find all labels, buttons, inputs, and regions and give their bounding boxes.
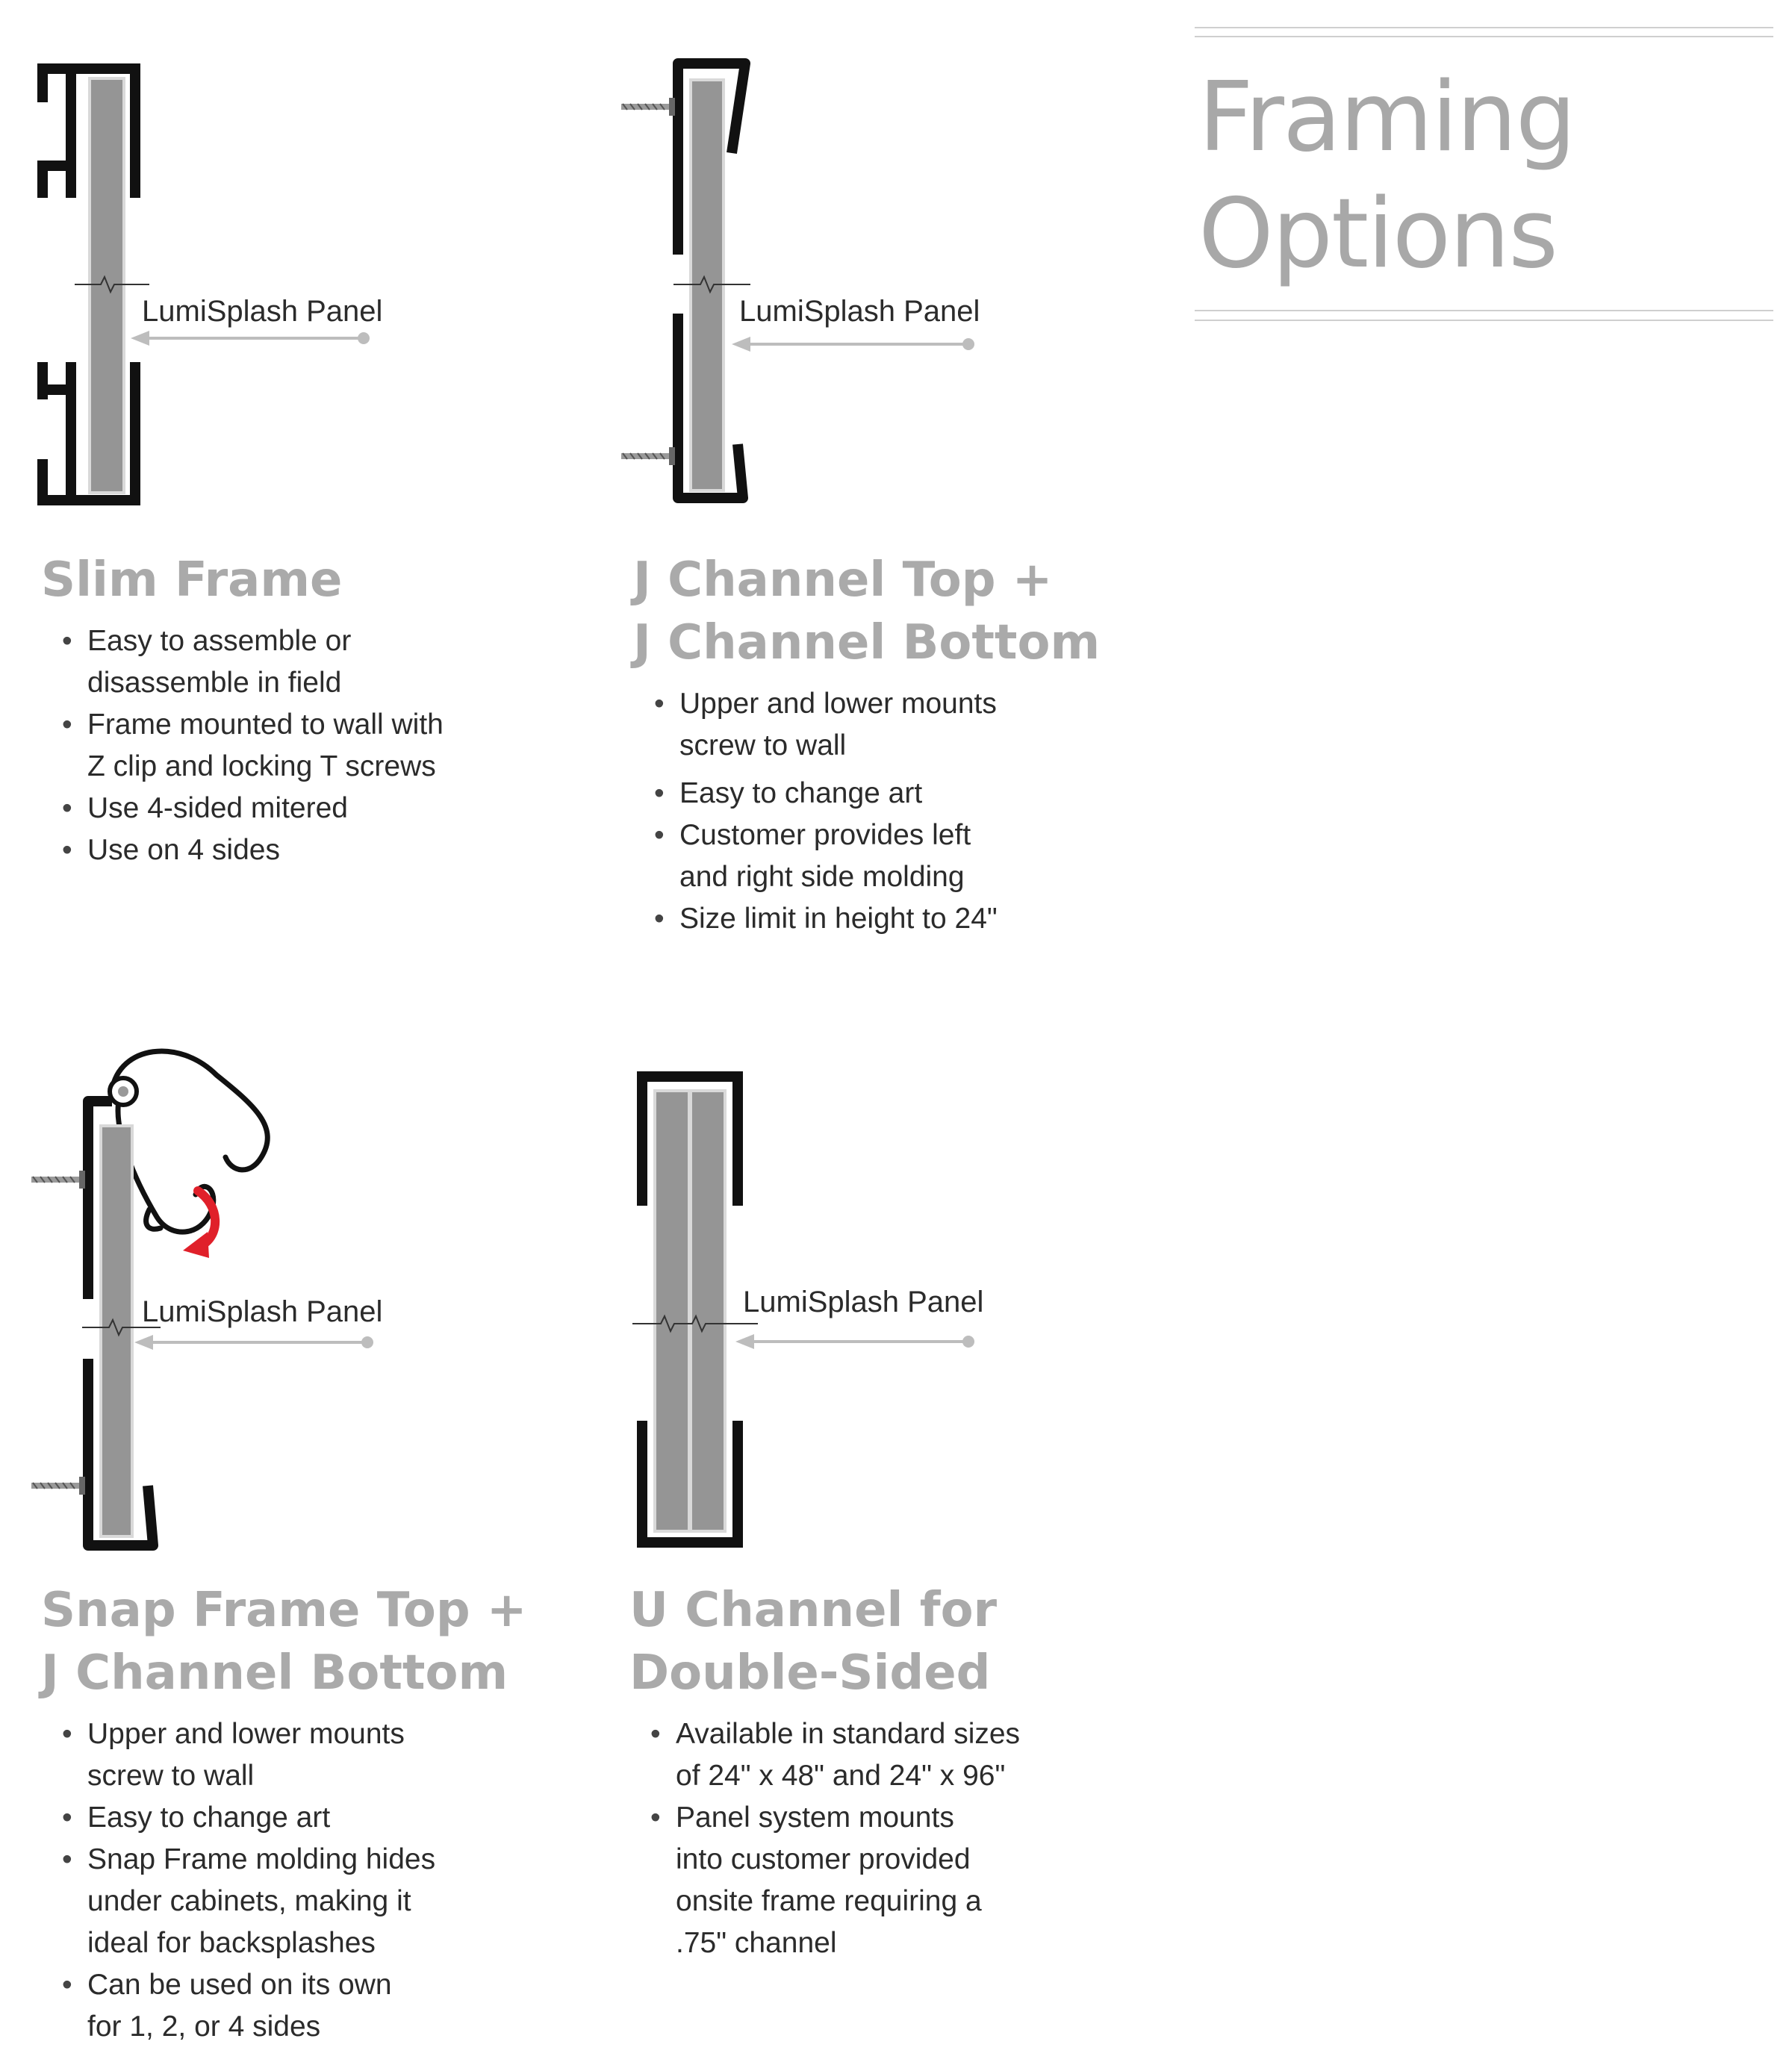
- j-channel-diagram: [620, 56, 1008, 511]
- option-snap-frame: [41, 1579, 579, 2048]
- option-title-line: Snap Frame Top +: [41, 1583, 527, 1638]
- header-rule-bottom-1: [1195, 310, 1773, 311]
- snap-frame-molding: [112, 1051, 267, 1232]
- header-rule-bottom-2: [1195, 320, 1773, 321]
- bullet-line: • Snap Frame molding hides: [87, 1843, 436, 1875]
- bullet-line: • Upper and lower mounts: [87, 1718, 405, 1750]
- bullet-item: [41, 1713, 579, 1797]
- bullet-item: [41, 1797, 579, 1839]
- option-snap-frame-bullets: [41, 1713, 579, 2048]
- option-u-channel: [629, 1579, 1167, 1964]
- snap-frame-diagram: [30, 1045, 418, 1560]
- page-title: [1198, 60, 1575, 293]
- option-u-channel-title: [629, 1579, 1167, 1704]
- u-channel-pointer-arrow: [735, 1334, 974, 1349]
- bullet-item: [41, 788, 564, 829]
- bullet-line: • Easy to change art: [87, 1801, 331, 1834]
- bullet-line: disassemble in field: [87, 667, 342, 699]
- j-channel-bottom-screw: [621, 447, 675, 465]
- header-rule-top-2: [1195, 36, 1773, 37]
- slim-frame-diagram: [30, 56, 418, 511]
- bullet-line: • Easy to assemble or: [87, 625, 352, 657]
- bullet-item: [41, 704, 564, 788]
- bullet-line: onsite frame requiring a: [676, 1885, 982, 1917]
- bullet-line: • Size limit in height to 24": [679, 903, 998, 935]
- bullet-item: [41, 1839, 579, 1964]
- bullet-item: [629, 1713, 1167, 1797]
- bullet-line: • Can be used on its own: [87, 1969, 392, 2001]
- bullet-line: • Customer provides left: [679, 819, 971, 851]
- bullet-line: • Upper and lower mounts: [679, 688, 997, 720]
- u-channel-diagram: [623, 1064, 1012, 1557]
- bullet-item: [633, 815, 1171, 898]
- option-u-channel-bullets: [629, 1713, 1167, 1964]
- option-j-channel-bullets: [633, 683, 1171, 940]
- bullet-line: of 24" x 48" and 24" x 96": [676, 1760, 1006, 1792]
- bullet-item: [633, 683, 1171, 767]
- j-channel-panel-label: LumiSplash Panel: [739, 295, 980, 328]
- bullet-line: • Use 4-sided mitered: [87, 792, 348, 824]
- option-title-line: J Channel Bottom: [41, 1645, 508, 1701]
- u-channel-panel-front: [655, 1091, 689, 1531]
- bullet-line: • Use on 4 sides: [87, 834, 280, 866]
- snap-frame-panel-label: LumiSplash Panel: [142, 1295, 383, 1328]
- snap-frame-pointer-arrow: [134, 1335, 373, 1350]
- option-j-channel-title: [633, 549, 1171, 674]
- bullet-item: [629, 1797, 1167, 1964]
- option-slim-frame-title: [41, 549, 564, 611]
- bullet-item: [41, 829, 564, 871]
- snap-frame-top-screw: [31, 1171, 85, 1189]
- j-channel-pointer-arrow: [732, 337, 974, 352]
- u-channel-panel-label: LumiSplash Panel: [743, 1286, 984, 1318]
- option-j-channel: [633, 549, 1171, 940]
- bullet-line: • Easy to change art: [679, 777, 923, 809]
- bullet-line: • Frame mounted to wall with: [87, 708, 444, 741]
- option-title-line: J Channel Bottom: [633, 615, 1101, 670]
- bullet-line: ideal for backsplashes: [87, 1927, 376, 1959]
- option-title-line: J Channel Top +: [633, 552, 1053, 608]
- j-channel-top-screw: [621, 98, 675, 116]
- bullet-line: under cabinets, making it: [87, 1885, 411, 1917]
- snap-frame-bottom-screw: [31, 1477, 85, 1495]
- option-title-line: Slim Frame: [41, 552, 343, 608]
- bullet-item: [633, 773, 1171, 815]
- option-slim-frame: [41, 549, 564, 871]
- option-snap-frame-title: [41, 1579, 579, 1704]
- page-title-line-2: Options: [1198, 178, 1557, 290]
- bullet-line: .75" channel: [676, 1927, 837, 1959]
- slim-frame-pointer-arrow: [131, 331, 370, 346]
- header-rule-top-1: [1195, 27, 1773, 28]
- option-slim-frame-bullets: [41, 620, 564, 871]
- page-title-line-1: Framing: [1198, 62, 1575, 173]
- bullet-line: for 1, 2, or 4 sides: [87, 2011, 321, 2043]
- bullet-line: screw to wall: [679, 729, 847, 762]
- option-title-line: Double-Sided: [629, 1645, 991, 1701]
- bullet-line: into customer provided: [676, 1843, 971, 1875]
- bullet-line: Z clip and locking T screws: [87, 750, 436, 782]
- bullet-line: • Available in standard sizes: [676, 1718, 1021, 1750]
- option-title-line: U Channel for: [629, 1583, 998, 1638]
- bullet-item: [41, 620, 564, 704]
- bullet-item: [633, 898, 1171, 940]
- bullet-item: [41, 1964, 579, 2048]
- slim-frame-panel: [90, 78, 124, 493]
- u-channel-panel-back: [691, 1091, 725, 1531]
- bullet-line: and right side molding: [679, 861, 965, 893]
- slim-frame-panel-label: LumiSplash Panel: [142, 295, 383, 328]
- bullet-line: • Panel system mounts: [676, 1801, 954, 1834]
- bullet-line: screw to wall: [87, 1760, 255, 1792]
